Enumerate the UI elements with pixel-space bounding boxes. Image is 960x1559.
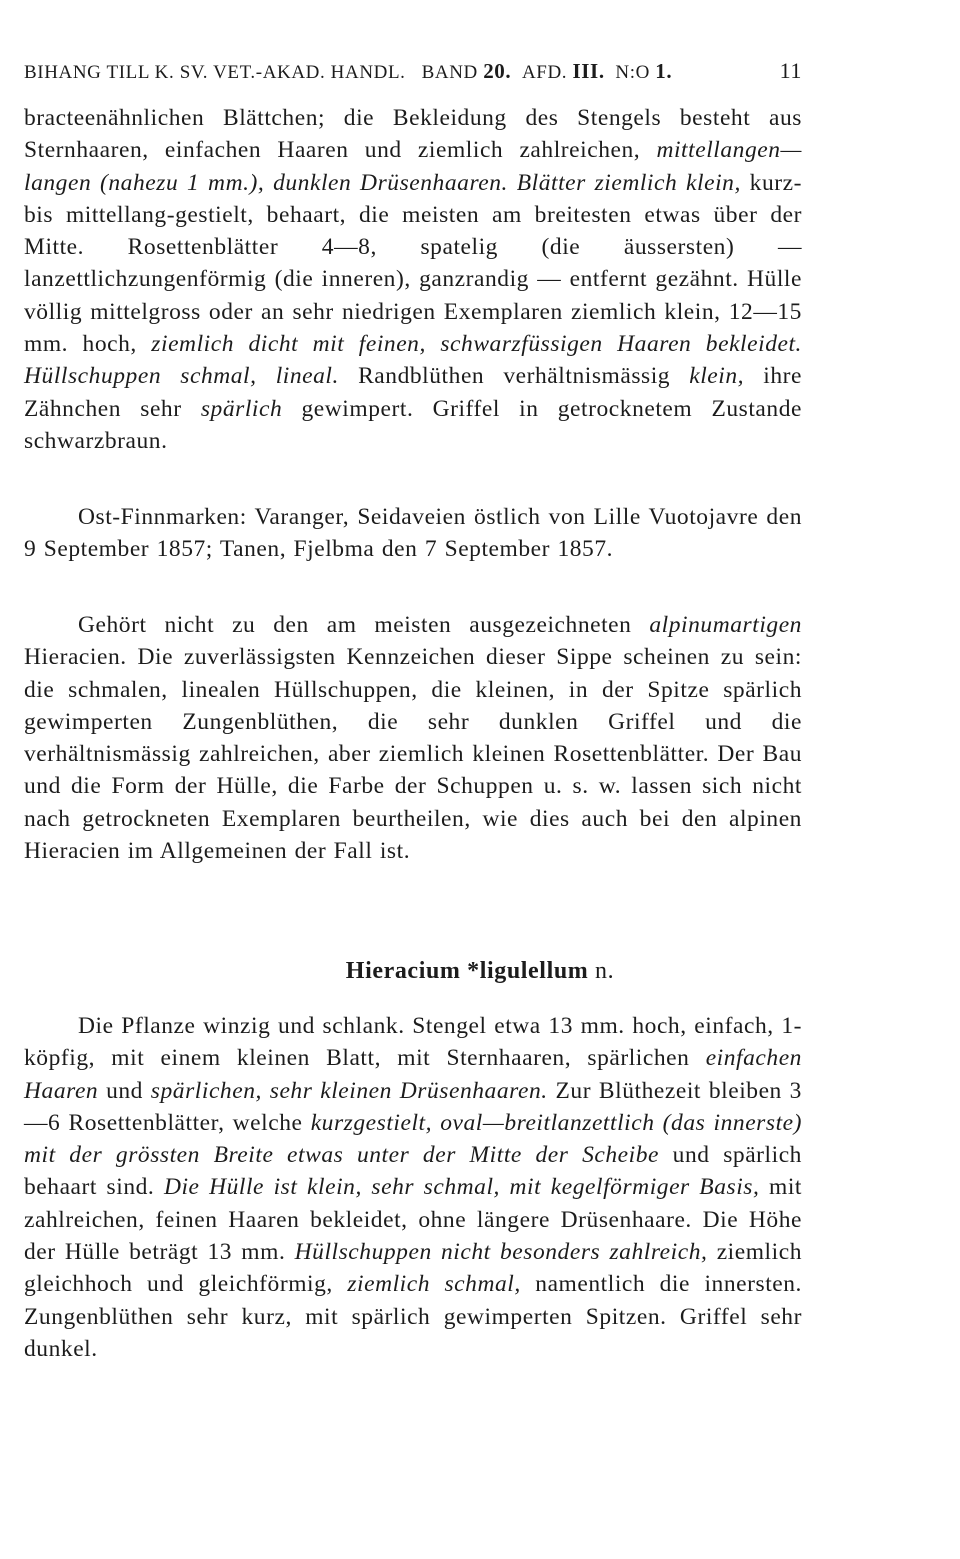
italic-span: klein,	[689, 363, 745, 390]
band-number: 20.	[483, 59, 512, 83]
afd-label: AFD.	[521, 62, 568, 83]
text-span: und spärlich behaart sind.	[24, 1142, 802, 1201]
italic-span: spärlich	[200, 395, 283, 422]
paragraph-species-description	[24, 1010, 802, 1365]
italic-span: ziemlich schmal,	[347, 1271, 521, 1298]
text-span: Die Pflanze winzig und schlank. Stengel etwa 13 mm. hoch, einfach, 1-köpfig, mit einem kleinen Blatt, mit Sternhaaren, spärlichen	[24, 1013, 802, 1072]
text-span: und	[106, 1077, 143, 1104]
taxon-name: Hieracium *ligulellum	[345, 958, 589, 984]
text-span: ihre Zähnchen sehr	[24, 363, 802, 422]
page-number: 11	[779, 58, 802, 83]
text-span: Gehört nicht zu den am meisten ausgezeichneten	[78, 612, 632, 638]
paragraph-description-continued	[24, 102, 802, 457]
text-span: namentlich die innersten. Zungenblüthen sehr kurz, mit spärlich gewimperten Spitzen. Griffel sehr dunkel.	[24, 1271, 802, 1362]
section-title	[0, 958, 960, 985]
italic-span: mittellangen—langen (nahezu 1 mm.), dunklen Drüsenhaaren. Blätter ziemlich klein,	[24, 137, 802, 196]
journal-title	[24, 59, 780, 84]
text-span: Zur Blüthezeit bleiben 3—6 Rosettenblätter, welche	[24, 1077, 802, 1136]
band-label: BAND	[421, 62, 478, 83]
taxon-suffix: n.	[595, 958, 615, 984]
paragraph-locality: Ost-Finnmarken: Varanger, Seidaveien östlich von Lille Vuotojavre den 9 September 1857; Tanen, Fjelbma den 7 September 1857.	[24, 504, 802, 563]
text-span: Randblüthen verhältnismässig	[358, 363, 671, 390]
italic-span: einfachen Haaren	[24, 1045, 802, 1104]
italic-span: spärlichen, sehr kleinen Drüsenhaaren.	[150, 1077, 548, 1104]
italic-span: Hüllschuppen nicht besonders zahlreich,	[294, 1239, 708, 1266]
no-label: N:O	[615, 62, 650, 83]
text-span: ziemlich gleichhoch und gleichförmig,	[24, 1239, 802, 1298]
italic-span: Die Hülle ist klein, sehr schmal, mit kegelförmiger Basis,	[163, 1174, 760, 1201]
italic-span: kurzgestielt, oval—breitlanzettlich (das innerste) mit der grössten Breite etwas unter der Mitte der Scheibe	[24, 1109, 802, 1169]
italic-span: alpinumartigen	[649, 612, 802, 638]
text-span: Hieracien. Die zuverlässigsten Kennzeichen dieser Sippe scheinen zu sein: die schmalen, linealen Hüllschuppen, die kleinen, in der Spitze spärlich gewimperten Zungenblüthen, die sehr dunklen Griffel und die verhältnismässig zahlreichen, aber ziemlich kleinen Rosettenblätter. Der Bau und die Form der Hülle, die Farbe der Schuppen u. s. w. lassen sich nicht nach getrockneten Exemplaren beurtheilen, wie dies auch bei den alpinen Hieracien im Allgemeinen der Fall ist.	[24, 644, 802, 865]
afd-number: III.	[572, 59, 605, 83]
text-span: gewimpert. Griffel in getrocknetem Zustande schwarzbraun.	[24, 395, 802, 454]
paragraph-discussion	[24, 609, 802, 867]
text-span: bracteenähnlichen Blättchen; die Bekleidung des Stengels besteht aus Sternhaaren, einfachen Haaren und ziemlich zahlreichen,	[24, 105, 802, 164]
no-number: 1.	[655, 59, 673, 83]
running-header	[24, 58, 802, 84]
journal-name: BIHANG TILL K. SV. VET.-AKAD. HANDL.	[24, 62, 406, 83]
text-span: kurz- bis mittellang-gestielt, behaart, die meisten am breitesten etwas über der Mitte. Rosettenblätter 4—8, spatelig (die äussersten) — lanzettlichzungenförmig (die inneren), ganzrandig — entfernt gezähnt. Hülle völlig mittelgross oder an sehr niedrigen Exemplaren ziemlich klein, 12—15 mm. hoch,	[24, 169, 802, 358]
text-span: mit zahlreichen, feinen Haaren bekleidet, ohne längere Drüsenhaare. Die Höhe der Hülle beträgt 13 mm.	[24, 1174, 802, 1266]
italic-span: ziemlich dicht mit feinen, schwarzfüssigen Haaren bekleidet. Hüllschuppen schmal, lineal.	[24, 331, 802, 390]
